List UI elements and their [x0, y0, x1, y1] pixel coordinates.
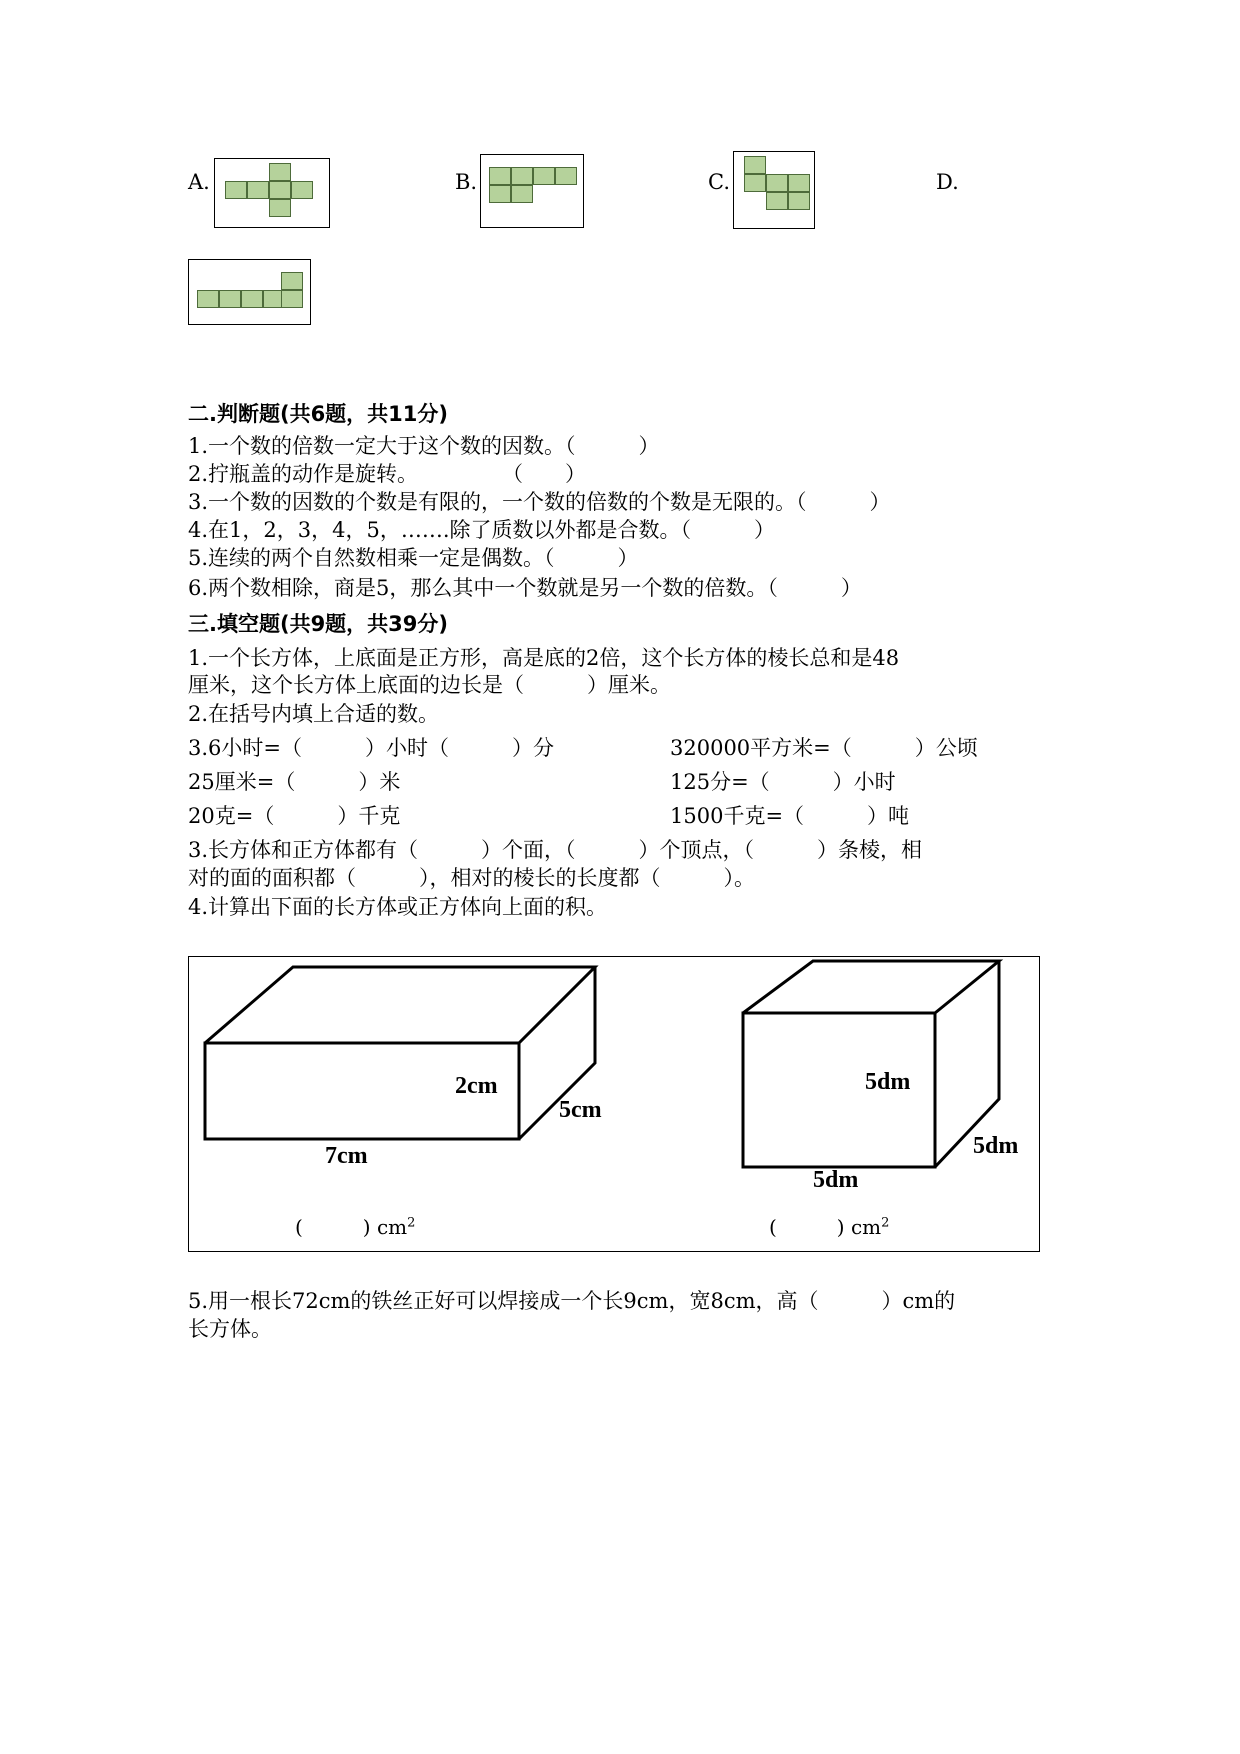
net-a-figure: [214, 158, 330, 228]
cube-depth-label: 5dm: [973, 1133, 1019, 1159]
net-square: [269, 181, 291, 199]
net-square: [269, 163, 291, 181]
fill-q5-line1: 5.用一根长72cm的铁丝正好可以焊接成一个长9cm，宽8cm，高（ ）cm的: [188, 1289, 956, 1313]
fill-q2: 2.在括号内填上合适的数。: [188, 702, 440, 726]
cube-length-label: 5dm: [813, 1167, 859, 1193]
fill-q5-line2: 长方体。: [188, 1317, 272, 1341]
conversion-1-left: 3.6小时=（ ）小时（ ）分: [188, 736, 554, 760]
cuboid-depth-label: 5cm: [559, 1097, 602, 1123]
net-square: [533, 167, 555, 185]
conversion-3-left: 20克=（ ）千克: [188, 804, 401, 828]
net-square: [788, 174, 810, 192]
net-square: [511, 167, 533, 185]
judge-q4: 4.在1，2，3，4，5，…….除了质数以外都是合数。（ ）: [188, 518, 776, 542]
judge-q1: 1.一个数的倍数一定大于这个数的因数。（ ）: [188, 434, 660, 458]
cube-top-face: [743, 961, 999, 1013]
fill-q3-line1: 3.长方体和正方体都有（ ）个面，（ ）个顶点，（ ）条棱，相: [188, 838, 923, 862]
cuboid-top-face: [205, 967, 595, 1043]
cuboid-answer-exponent: 2: [407, 1215, 416, 1231]
judge-q6: 6.两个数相除，商是5，那么其中一个数就是另一个数的倍数。（ ）: [188, 576, 862, 600]
net-square: [281, 290, 303, 308]
net-square: [511, 185, 533, 203]
net-square: [225, 181, 247, 199]
fill-q1-line1: 1.一个长方体，上底面是正方形，高是底的2倍，这个长方体的棱长总和是48: [188, 646, 900, 670]
fill-q3-line2: 对的面的面积都（ ），相对的棱长的长度都（ ）。: [188, 866, 755, 890]
box-figure-drawing: [189, 957, 1039, 1251]
cuboid-length-label: 7cm: [325, 1143, 368, 1169]
net-square: [744, 174, 766, 192]
section2-heading: 二.判断题(共6题，共11分): [188, 402, 449, 426]
conversion-3-right: 1500千克=（ ）吨: [670, 804, 910, 828]
option-b-label: B.: [455, 170, 478, 194]
net-square: [219, 290, 241, 308]
net-d-figure: [188, 259, 311, 325]
conversion-2-right: 125分=（ ）小时: [670, 770, 896, 794]
cuboid-answer: [295, 1211, 415, 1240]
cube-height-label: 5dm: [865, 1069, 911, 1095]
net-square: [197, 290, 219, 308]
net-c-figure: [733, 151, 815, 229]
net-square: [555, 167, 577, 185]
net-square: [766, 192, 788, 210]
fill-q1-line2: 厘米，这个长方体上底面的边长是（ ）厘米。: [188, 673, 671, 697]
net-square: [241, 290, 263, 308]
net-square: [291, 181, 313, 199]
fill-q4: 4.计算出下面的长方体或正方体向上面的积。: [188, 895, 608, 919]
net-square: [489, 185, 511, 203]
box-figure-frame: [188, 956, 1040, 1252]
cube-answer-exponent: 2: [881, 1215, 890, 1231]
net-square: [788, 192, 810, 210]
option-c-label: C.: [708, 170, 730, 194]
judge-q2: 2.拧瓶盖的动作是旋转。 （ ）: [188, 462, 587, 486]
net-square: [766, 174, 788, 192]
judge-q3: 3.一个数的因数的个数是有限的，一个数的倍数的个数是无限的。（ ）: [188, 490, 891, 514]
cuboid-answer-text: ( ) cm: [295, 1215, 408, 1239]
cube-answer: [769, 1211, 889, 1240]
conversion-2-left: 25厘米=（ ）米: [188, 770, 401, 794]
section3-heading: 三.填空题(共9题，共39分): [188, 612, 449, 636]
net-b-figure: [480, 154, 584, 228]
net-square: [281, 272, 303, 290]
net-square: [489, 167, 511, 185]
net-square: [269, 199, 291, 217]
option-a-label: A.: [188, 170, 210, 194]
option-d-label: D.: [936, 170, 959, 194]
judge-q5: 5.连续的两个自然数相乘一定是偶数。（ ）: [188, 546, 639, 570]
net-square: [247, 181, 269, 199]
cuboid-height-label: 2cm: [455, 1073, 498, 1099]
cube-answer-text: ( ) cm: [769, 1215, 882, 1239]
net-square: [744, 156, 766, 174]
conversion-1-right: 320000平方米=（ ）公顷: [670, 736, 978, 760]
